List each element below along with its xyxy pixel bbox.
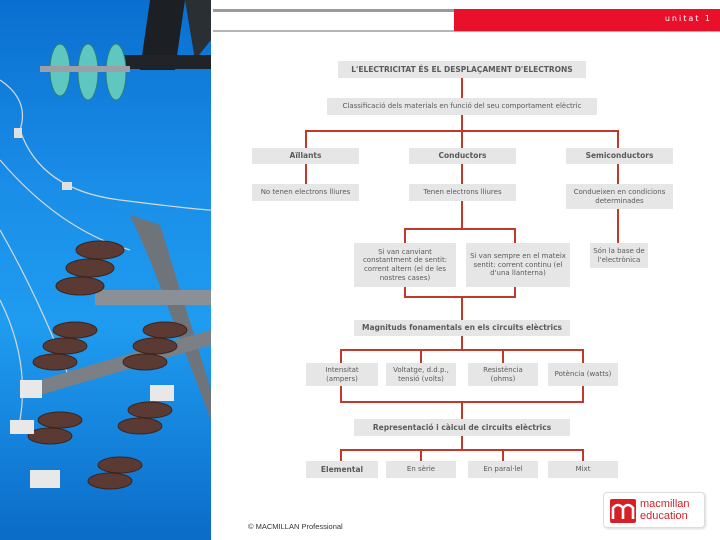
- logo-text-education: education: [640, 510, 688, 522]
- connector: [340, 449, 584, 451]
- circuit-elemental: Elemental: [306, 461, 378, 478]
- header-gray-bar: [213, 9, 454, 12]
- connector: [461, 164, 463, 184]
- conductors-description: Tenen electrons lliures: [409, 184, 516, 201]
- diagram-title: L'ELECTRICITAT ÉS EL DESPLAÇAMENT D'ELECTRONS: [338, 61, 586, 78]
- category-conductors: Conductors: [409, 148, 516, 164]
- semiconductors-description: Condueixen en condicions determinades: [566, 184, 673, 209]
- connector: [502, 349, 504, 363]
- connector: [461, 436, 463, 450]
- macmillan-logo: [603, 492, 705, 528]
- magnitudes-title: Magnituds fonamentals en els circuits elèctrics: [354, 320, 570, 336]
- connector: [461, 296, 463, 320]
- connector: [404, 228, 406, 244]
- unit-banner: [454, 9, 720, 31]
- insulator-illustration: [0, 0, 211, 540]
- electronics-note: Són la base de l'electrònica: [590, 243, 648, 268]
- connector: [461, 130, 463, 148]
- circuits-title: Representació i càlcul de circuits elèctrics: [354, 419, 570, 436]
- classification-box: Classificació dels materials en funció del seu comportament elèctric: [327, 98, 597, 115]
- insulators-description: No tenen electrons lliures: [252, 184, 359, 201]
- magnitude-power: Potència (watts): [548, 363, 618, 386]
- magnitude-resistance: Resistència (ohms): [468, 363, 538, 386]
- connector: [404, 296, 516, 298]
- category-semiconductors: Semiconductors: [566, 148, 673, 164]
- connector: [305, 130, 307, 148]
- connector: [420, 349, 422, 363]
- direct-current-box: Si van sempre en el mateix sentit: corrent continu (el d'una llanterna): [466, 243, 570, 287]
- circuit-series: En sèrie: [386, 461, 456, 478]
- connector: [340, 449, 342, 461]
- circuit-mixed: Mixt: [548, 461, 618, 478]
- category-insulators: Aïllants: [252, 148, 359, 164]
- power-line-photo: [0, 0, 211, 540]
- connector: [340, 349, 584, 351]
- connector: [461, 78, 463, 98]
- connector: [617, 130, 619, 148]
- connector: [461, 115, 463, 131]
- connector: [617, 209, 619, 243]
- circuit-parallel: En paral·lel: [468, 461, 538, 478]
- connector: [617, 164, 619, 184]
- connector: [420, 449, 422, 461]
- connector: [502, 449, 504, 461]
- connector: [340, 349, 342, 363]
- magnitude-voltage: Voltatge, d.d.p., tensió (volts): [386, 363, 456, 386]
- alternating-current-box: Si van canviant constantment de sentit: corrent altern (el de les nostres cases): [354, 243, 456, 287]
- connector: [461, 201, 463, 229]
- copyright-text: © MACMILLAN Professional: [248, 522, 343, 531]
- connector: [514, 228, 516, 244]
- magnitude-intensity: Intensitat (ampers): [306, 363, 378, 386]
- connector: [305, 164, 307, 184]
- unit-label: unitat 1: [664, 14, 712, 23]
- connector: [461, 401, 463, 419]
- logo-text-macmillan: macmillan: [640, 498, 690, 510]
- connector: [582, 449, 584, 461]
- macmillan-mark-icon: [610, 499, 636, 523]
- connector: [404, 228, 516, 230]
- connector: [582, 349, 584, 363]
- connector: [461, 336, 463, 350]
- connector: [582, 386, 584, 402]
- connector: [340, 386, 342, 402]
